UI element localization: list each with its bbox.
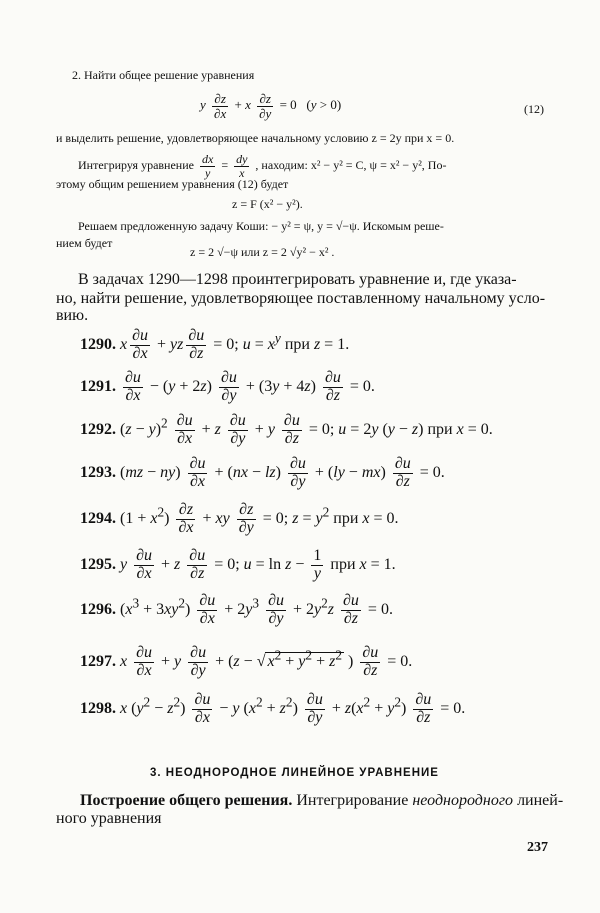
problem-1293: 1293. (mz − ny) $\frac{\partial u}{\partial x}$ + (nx − lz) $\frac{\partial u}{\partial y}$ + (ly − mx) $\frac{\partial u}{\partial z}$ = 0.	[80, 455, 445, 490]
final-solution: z = 2 √−ψ или z = 2 √y² − x² .	[190, 245, 335, 259]
cauchy-condition: и выделить решение, удовлетворяющее начальному условию z = 2y при x = 0.	[56, 131, 455, 145]
problem-1295: 1295. y $\frac{\partial u}{\partial x}$ + z $\frac{\partial u}{\partial z}$ = 0; u = ln z − $\frac{1}{y}$ при x = 1.	[80, 547, 396, 582]
page-number: 237	[527, 840, 548, 855]
problem-1296: 1296. $(x^3 + 3xy^2)$ $\frac{\partial u}{\partial x}$ + $2y^3$ $\frac{\partial u}{\partial y}$ + $2y^2z$ $\frac{\partial u}{\partial z}$ = 0.	[80, 592, 393, 627]
equation-12: y $\frac{\partial z}{\partial x}$ + x $\frac{\partial z}{\partial y}$ = 0 (y > 0)	[200, 91, 342, 121]
integrate-line: Интегрируя уравнение $\frac{dx}{y}$ = $\frac{dy}{x}$ , находим: x² − y² = C, ψ = x² − y², По-	[78, 152, 447, 180]
problem-1294: 1294. $(1 + x^2)$ $\frac{\partial z}{\partial x}$ + xy $\frac{\partial z}{\partial y}$ = 0; $z = y^2$ при x = 0.	[80, 501, 399, 536]
task-intro-line2: но, найти решение, удовлетворяющее поставленному начальному усло-	[56, 290, 546, 307]
example-intro: 2. Найти общее решение уравнения	[72, 68, 255, 82]
problem-1297: 1297. x $\frac{\partial u}{\partial x}$ + y $\frac{\partial u}{\partial y}$ + (z − √ $x^2 + y^2 + z^2$ ) $\frac{\partial u}{\partial z}$ = 0.	[80, 644, 413, 679]
task-intro-line1: В задачах 1290—1298 проинтегрировать уравнение и, где указа-	[78, 271, 517, 288]
solve-line: Решаем предложенную задачу Коши: − y² = ψ, y = √−ψ. Искомым реше-	[78, 219, 444, 233]
problem-1291: 1291. $\frac{\partial u}{\partial x}$ − (y + 2z) $\frac{\partial u}{\partial y}$ + (3y + 4z) $\frac{\partial u}{\partial z}$ = 0.	[80, 369, 375, 404]
equation-number: (12)	[524, 102, 544, 116]
integrate-line-2: этому общим решением уравнения (12) будет	[56, 177, 289, 191]
general-solution: z = F (x² − y²).	[232, 197, 303, 211]
solve-line-2: нием будет	[56, 236, 113, 250]
section-paragraph: Построение общего решения. Интегрирование неоднородного линей-	[80, 792, 564, 809]
section-heading: 3. НЕОДНОРОДНОЕ ЛИНЕЙНОЕ УРАВНЕНИЕ	[150, 767, 439, 779]
problem-1290: 1290. x $\frac{\partial u}{\partial x}$ + yz $\frac{\partial u}{\partial z}$ = 0; $u = x^y$ при z = 1.	[80, 327, 350, 362]
section-paragraph-line2: ного уравнения	[56, 810, 162, 827]
problem-1298: 1298. x $(y^2 - z^2)$ $\frac{\partial u}{\partial x}$ − y $(x^2 + z^2)$ $\frac{\partial u}{\partial y}$ + $z(x^2 + y^2)$ $\frac{\partial u}{\partial z}$ = 0.	[80, 691, 466, 726]
task-intro-line3: вию.	[56, 307, 89, 324]
problem-1292: 1292. $(z - y)^2$ $\frac{\partial u}{\partial x}$ + z $\frac{\partial u}{\partial y}$ + y $\frac{\partial u}{\partial z}$ = 0; u = 2y (y − z) при x = 0.	[80, 412, 493, 447]
